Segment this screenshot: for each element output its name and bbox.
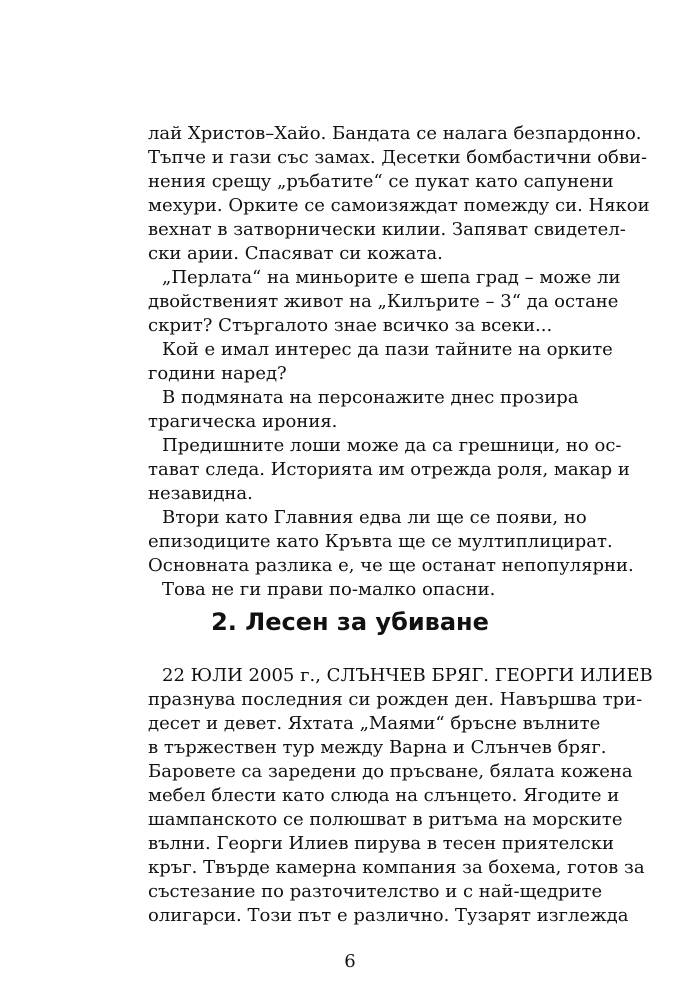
paragraph-line: Тъпче и гази със замах. Десетки бомбастични обви- [148,147,648,168]
paragraph-line: Предишните лоши може да са грешници, но ос- [162,435,622,456]
paragraph-line: в тържествен тур между Варна и Слънчев бряг. [148,737,607,758]
paragraph-line: Втори като Главния едва ли ще се появи, но [162,507,587,528]
paragraph-line: години наред? [148,363,287,384]
paragraph-line: кръг. Твърде камерна компания за бохема, готов за [148,857,645,878]
paragraph-line: Кой е имал интерес да пази тайните на орките [162,339,613,360]
paragraph-line: олигарси. Този път е различно. Тузарят изглежда [148,905,629,926]
paragraph-line: тават следа. Историята им отрежда роля, макар и [148,459,630,480]
paragraph-line: мебел блести като слюда на слънцето. Ягодите и [148,785,620,806]
paragraph-line: вълни. Георги Илиев пирува в тесен приятелски [148,833,615,854]
paragraph-line: вехнат в затворнически килии. Запяват свидетел- [148,219,626,240]
paragraph-line: десет и девет. Яхтата „Маями“ бръсне вълните [148,713,601,734]
paragraph-line: двойственият живот на „Килърите – 3“ да остане [148,291,619,312]
chapter-heading: 2. Лесен за убиване [211,608,489,636]
paragraph-line: шампанското се полюшват в ритъма на морските [148,809,623,830]
paragraph-line: скрит? Стъргалото знае всичко за всеки... [148,315,553,336]
paragraph-line: епизодиците като Кръвта ще се мултиплицират. [148,531,613,552]
paragraph-line: трагическа ирония. [148,411,338,432]
paragraph-line: В подмяната на персонажите днес прозира [162,387,579,408]
page-number: 6 [344,951,356,972]
paragraph-line: Основната разлика е, че ще останат непопулярни. [148,555,634,576]
paragraph-line: състезание по разточителство и с най-щедрите [148,881,603,902]
paragraph-line: мехури. Орките се самоизяждат помежду си. Някои [148,195,650,216]
paragraph-line: Това не ги прави по-малко опасни. [162,579,496,600]
paragraph-line: „Перлата“ на миньорите е шепа град – може ли [162,267,621,288]
paragraph-line: незавидна. [148,483,253,504]
paragraph-line: лай Христов–Хайо. Бандата се налага безпардонно. [148,123,642,144]
paragraph-line: празнува последния си рожден ден. Навършва три- [148,689,643,710]
paragraph-line: ски арии. Спасяват си кожата. [148,243,443,264]
paragraph-line: Баровете са заредени до пръсване, бялата кожена [148,761,633,782]
paragraph-line: 22 ЮЛИ 2005 г., СЛЪНЧЕВ БРЯГ. ГЕОРГИ ИЛИЕВ [162,665,653,686]
paragraph-line: нения срещу „ръбатите“ се пукат като сапунени [148,171,614,192]
